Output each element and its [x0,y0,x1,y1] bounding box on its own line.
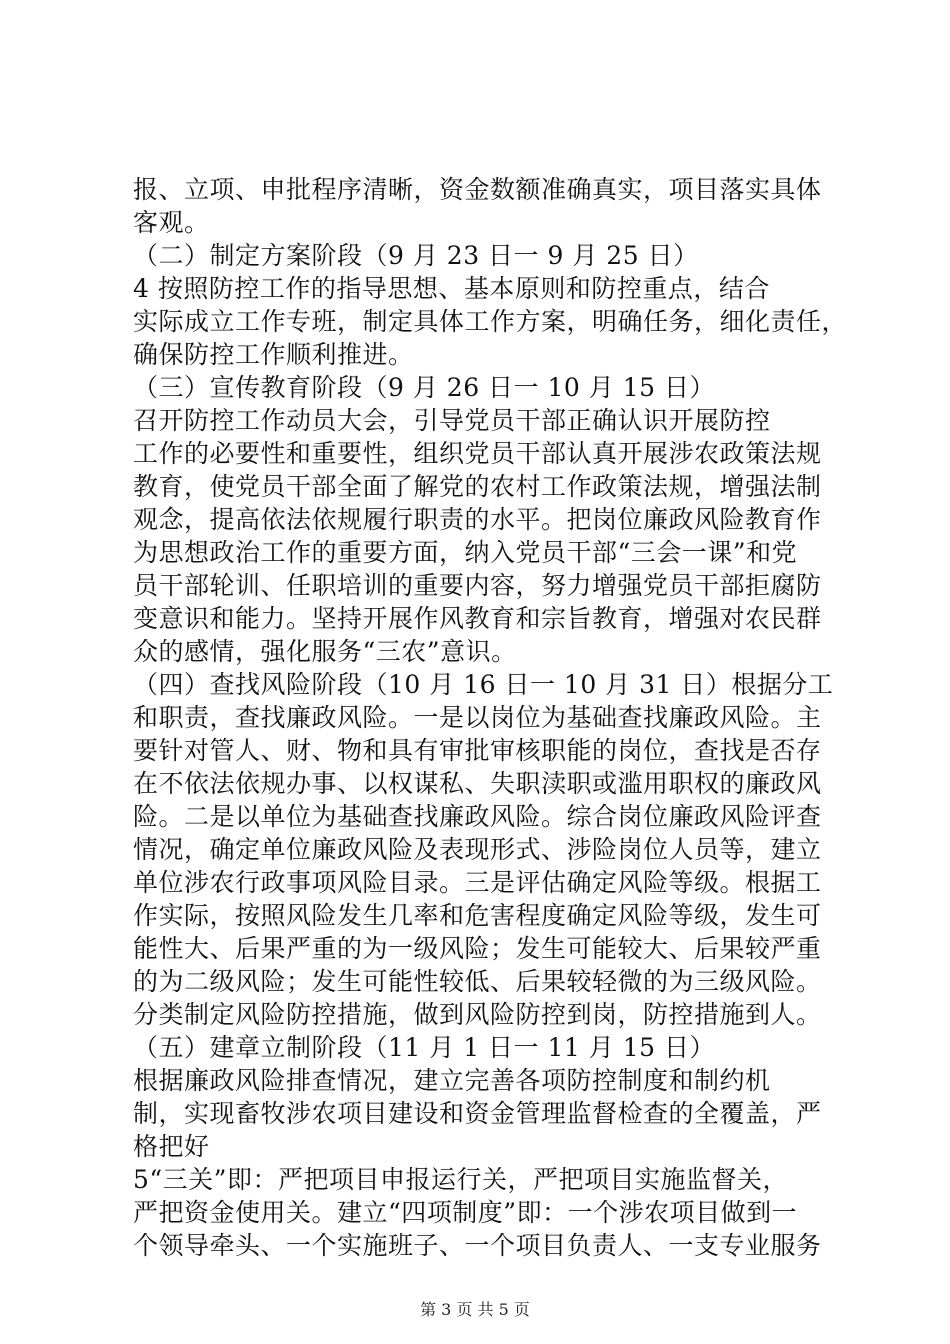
body-line: 格把好 [133,1132,210,1161]
body-line: 制，实现畜牧涉农项目建设和资金管理监督检查的全覆盖，严 [133,1099,822,1128]
body-line: 的为二级风险；发生可能性较低、后果较轻微的为三级风险。 [133,967,822,996]
body-line: 个领导牵头、一个实施班子、一个项目负责人、一支专业服务 [133,1231,822,1260]
section-heading-5: （五）建章立制阶段（11 月 1 日一 11 月 15 日） [133,1033,715,1062]
page-number-footer: 第 3 页 共 5 页 [420,1300,530,1319]
body-line: 教育，使党员干部全面了解党的农村工作政策法规，增强法制 [133,472,822,501]
body-line: 工作的必要性和重要性，组织党员干部认真开展涉农政策法规 [133,439,822,468]
body-line: 实际成立工作专班，制定具体工作方案，明确任务，细化责任， [133,307,848,336]
body-line: 5“三关”即：严把项目申报运行关，严把项目实施监督关， [133,1165,788,1194]
body-line: 情况，确定单位廉政风险及表现形式、涉险岗位人员等，建立 [133,835,822,864]
body-line: 员干部轮训、任职培训的重要内容，努力增强党员干部拒腐防 [133,571,822,600]
body-line: 要针对管人、财、物和具有审批审核职能的岗位，查找是否存 [133,736,822,765]
body-line: 变意识和能力。坚持开展作风教育和宗旨教育，增强对农民群 [133,604,822,633]
body-line: 险。二是以单位为基础查找廉政风险。综合岗位廉政风险评查 [133,802,822,831]
body-line: 4 按照防控工作的指导思想、基本原则和防控重点，结合 [133,274,770,303]
body-line: 召开防控工作动员大会，引导党员干部正确认识开展防控 [133,406,771,435]
body-line: 为思想政治工作的重要方面，纳入党员干部“三会一课”和党 [133,538,798,567]
body-line: 和职责，查找廉政风险。一是以岗位为基础查找廉政风险。主 [133,703,822,732]
body-line: 众的感情，强化服务“三农”意识。 [133,637,517,666]
body-line: 报、立项、申批程序清晰，资金数额准确真实，项目落实具体 [133,175,822,204]
body-line: 观念，提高依法依规履行职责的水平。把岗位廉政风险教育作 [133,505,822,534]
body-line: 单位涉农行政事项风险目录。三是评估确定风险等级。根据工 [133,868,822,897]
section-heading-4: （四）查找风险阶段（10 月 16 日一 10 月 31 日）根据分工 [133,670,834,699]
body-line: 客观。 [133,208,210,237]
body-line: 作实际，按照风险发生几率和危害程度确定风险等级，发生可 [133,901,822,930]
body-line: 确保防控工作顺利推进。 [133,340,414,369]
section-heading-3: （三）宣传教育阶段（9 月 26 日一 10 月 15 日） [133,373,715,402]
body-line: 分类制定风险防控措施，做到风险防控到岗，防控措施到人。 [133,1000,822,1029]
body-line: 能性大、后果严重的为一级风险；发生可能较大、后果较严重 [133,934,822,963]
section-heading-2: （二）制定方案阶段（9 月 23 日一 9 月 25 日） [133,241,699,270]
body-line: 根据廉政风险排查情况，建立完善各项防控制度和制约机 [133,1066,771,1095]
body-line: 在不依法依规办事、以权谋私、失职渎职或滥用职权的廉政风 [133,769,822,798]
body-line: 严把资金使用关。建立“四项制度”即：一个涉农项目做到一 [133,1198,798,1227]
